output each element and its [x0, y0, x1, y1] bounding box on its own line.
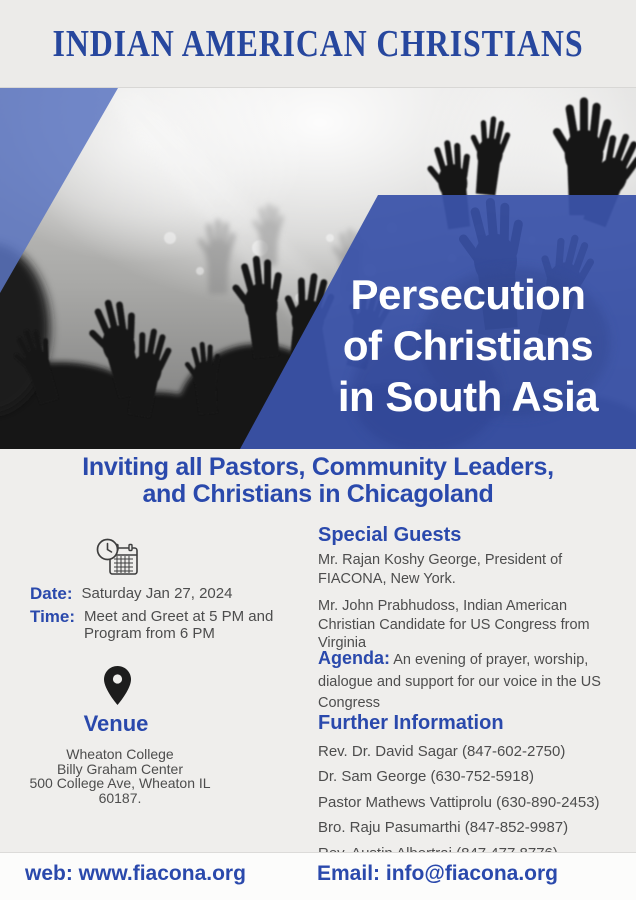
date-value: Saturday Jan 27, 2024 — [81, 585, 233, 602]
organization-title: INDIAN AMERICAN CHRISTIANS — [52, 22, 584, 65]
website-text: web: www.fiacona.org — [25, 862, 246, 885]
hero-title-line1: Persecution — [350, 271, 586, 318]
time-row — [30, 607, 273, 642]
hero-title-line3: in South Asia — [337, 373, 599, 420]
flyer-header — [0, 0, 636, 88]
agenda-label: Agenda: — [318, 648, 390, 668]
invitation-line2: and Christians in Chicagoland — [142, 480, 494, 508]
contact-item: Dr. Sam George (630-752-5918) — [318, 768, 534, 786]
venue-address — [0, 747, 240, 805]
venue-address-line1: Wheaton College — [66, 746, 174, 762]
venue-address-line2: Billy Graham Center — [56, 760, 184, 777]
special-guests-heading: Special Guests — [318, 524, 462, 546]
venue-heading: Venue — [83, 711, 149, 736]
contact-list — [318, 739, 600, 866]
contact-item: Rev. Dr. David Sagar (847-602-2750) — [318, 743, 566, 760]
further-information-heading: Further Information — [318, 712, 504, 734]
venue-address-line4: 60187. — [98, 789, 142, 806]
time-value — [84, 607, 273, 642]
hero-title — [303, 269, 633, 422]
date-row — [30, 584, 232, 604]
special-guest-1: Mr. Rajan Koshy George, President of FIACONA, New York. — [318, 552, 563, 587]
time-value-line2: Program from 6 PM — [84, 624, 215, 642]
special-guest-2: Mr. John Prabhudoss, Indian American Christian Candidate for US Congress from Virginia — [318, 598, 590, 651]
contact-item: Pastor Mathews Vattiprolu (630-890-2453) — [318, 793, 600, 811]
agenda-block — [318, 648, 628, 715]
date-label: Date: — [30, 584, 73, 603]
time-label: Time: — [30, 607, 76, 626]
venue-address-line3: 500 College Ave, Wheaton IL — [29, 775, 211, 791]
hero-title-line2: of Christians — [342, 322, 594, 369]
invitation-line1: Inviting all Pastors, Community Leaders, — [82, 453, 554, 481]
time-value-line1: Meet and Greet at 5 PM and — [84, 608, 274, 625]
location-pin-icon — [104, 666, 131, 705]
calendar-clock-icon — [96, 538, 140, 578]
contact-item: Bro. Raju Pasumarthi (847-852-9987) — [318, 819, 569, 837]
agenda-text: An evening of prayer, worship, dialogue and support for our voice in the US Congress — [318, 652, 601, 711]
email-text: Email: info@fiacona.org — [317, 862, 558, 885]
flyer-footer — [0, 852, 636, 900]
invitation-heading — [0, 454, 636, 508]
